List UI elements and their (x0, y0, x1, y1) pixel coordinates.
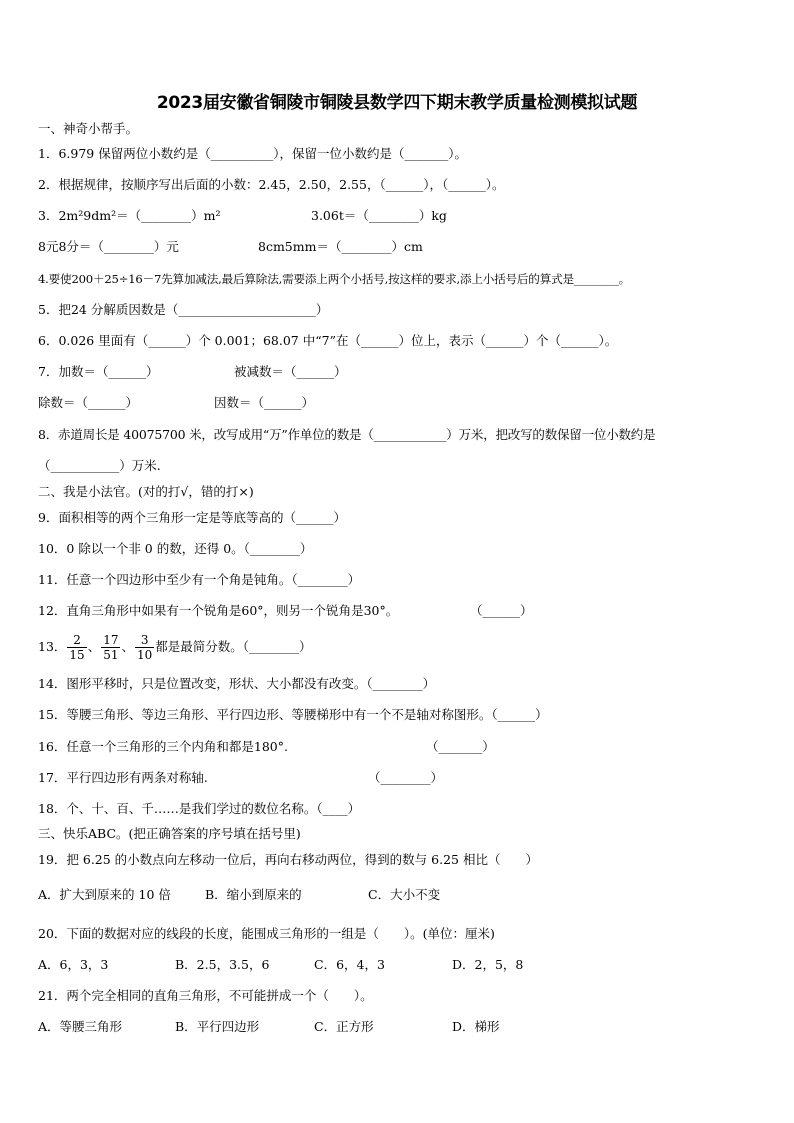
fraction-3 (135, 633, 154, 662)
separator: 、 (87, 639, 101, 654)
question-21-option-b: B．平行四边形 (175, 1019, 260, 1034)
question-3d: 8cm5mm＝（________）cm (258, 239, 423, 254)
section-2-heading: 二、我是小法官。(对的打√，错的打×) (38, 484, 254, 499)
question-4: 4.要使200＋25÷16－7先算加减法,最后算除法,需要添上两个小括号,按这样的要求,添上小括号后的算式是________。 (38, 272, 631, 286)
question-7b: 被减数＝（______） (234, 364, 347, 379)
question-21-option-a: A．等腰三角形 (38, 1019, 123, 1034)
fraction-1-denominator: 15 (69, 648, 85, 662)
page-title: 2023届安徽省铜陵市铜陵县数学四下期末教学质量检测模拟试题 (156, 93, 638, 113)
question-9: 9．面积相等的两个三角形一定是等底等高的（______） (38, 510, 346, 525)
question-20-option-b: B．2.5，3.5，6 (175, 957, 270, 972)
fraction-3-denominator: 10 (137, 648, 153, 662)
question-19-option-c: C．大小不变 (368, 887, 441, 902)
question-1: 1．6.979 保留两位小数约是（__________），保留一位小数约是（_______）。 (38, 146, 467, 161)
question-21: 21．两个完全相同的直角三角形，不可能拼成一个（ ）。 (38, 988, 373, 1003)
question-6: 6．0.026 里面有（______）个 0.001；68.07 中“7”在（______）位上，表示（______）个（______）。 (38, 333, 618, 348)
question-13-number: 13． (38, 639, 67, 654)
question-16: 16．任意一个三角形的三个内角和都是180°. (38, 739, 288, 754)
question-20-option-a: A．6，3，3 (38, 957, 109, 972)
question-15: 15．等腰三角形、等边三角形、平行四边形、等腰梯形中有一个不是轴对称图形。（______） (38, 707, 548, 722)
question-8a: 8．赤道周长是 40075700 米，改写成用“万”作单位的数是（____________）万米，把改写的数保留一位小数约是 (38, 427, 656, 442)
question-21-option-d: D．梯形 (452, 1019, 500, 1034)
fraction-2-denominator: 51 (103, 648, 119, 662)
question-13 (38, 630, 312, 664)
question-18: 18．个、十、百、千……是我们学过的数位名称。（____） (38, 801, 361, 816)
question-13-text: 都是最简分数。（________） (155, 639, 312, 654)
question-20-option-d: D．2，5，8 (452, 957, 524, 972)
question-3c: 8元8分＝（________）元 (38, 239, 179, 254)
question-20: 20．下面的数据对应的线段的长度，能围成三角形的一组是（ ）。(单位：厘米) (38, 926, 495, 941)
fraction-3-numerator: 3 (135, 633, 154, 648)
question-17-blank: （________） (368, 770, 444, 785)
question-7a: 7．加数＝（______） (38, 364, 159, 379)
question-20-option-c: C．6，4，3 (314, 957, 385, 972)
question-11: 11．任意一个四边形中至少有一个角是钝角。（________） (38, 572, 361, 587)
question-7c: 除数＝（______） (38, 395, 139, 410)
question-12-blank: （______） (470, 603, 533, 618)
question-19-option-a: A．扩大到原来的 10 倍 (38, 887, 171, 902)
question-19: 19．把 6.25 的小数点向左移动一位后，再向右移动两位，得到的数与 6.25 相比（ ） (38, 852, 538, 867)
question-10: 10．0 除以一个非 0 的数，还得 0。（________） (38, 541, 313, 556)
fraction-1 (67, 633, 86, 662)
question-16-blank: （_______） (426, 739, 495, 754)
question-14: 14．图形平移时，只是位置改变，形状、大小都没有改变。（________） (38, 676, 436, 691)
fraction-1-numerator: 2 (67, 633, 86, 648)
fraction-2 (101, 633, 120, 662)
question-3b: 3.06t＝（________）kg (311, 208, 447, 223)
separator: 、 (121, 639, 134, 654)
question-17: 17．平行四边形有两条对称轴. (38, 770, 208, 785)
question-12: 12．直角三角形中如果有一个锐角是60°，则另一个锐角是30°。 (38, 603, 399, 618)
question-3a: 3．2m²9dm²＝（________）m² (38, 208, 221, 223)
question-7d: 因数＝（______） (214, 395, 315, 410)
question-21-option-c: C．正方形 (314, 1019, 374, 1034)
question-19-option-b: B．缩小到原来的 (205, 887, 302, 902)
fraction-2-numerator: 17 (103, 633, 119, 647)
question-8b: （___________）万米. (38, 458, 161, 473)
section-3-heading: 三、快乐ABC。(把正确答案的序号填在括号里) (38, 826, 301, 841)
question-5: 5．把24 分解质因数是（______________________） (38, 302, 329, 317)
question-2: 2．根据规律，按顺序写出后面的小数：2.45，2.50，2.55，（______），（______）。 (38, 177, 505, 192)
section-1-heading: 一、神奇小帮手。 (38, 121, 139, 136)
